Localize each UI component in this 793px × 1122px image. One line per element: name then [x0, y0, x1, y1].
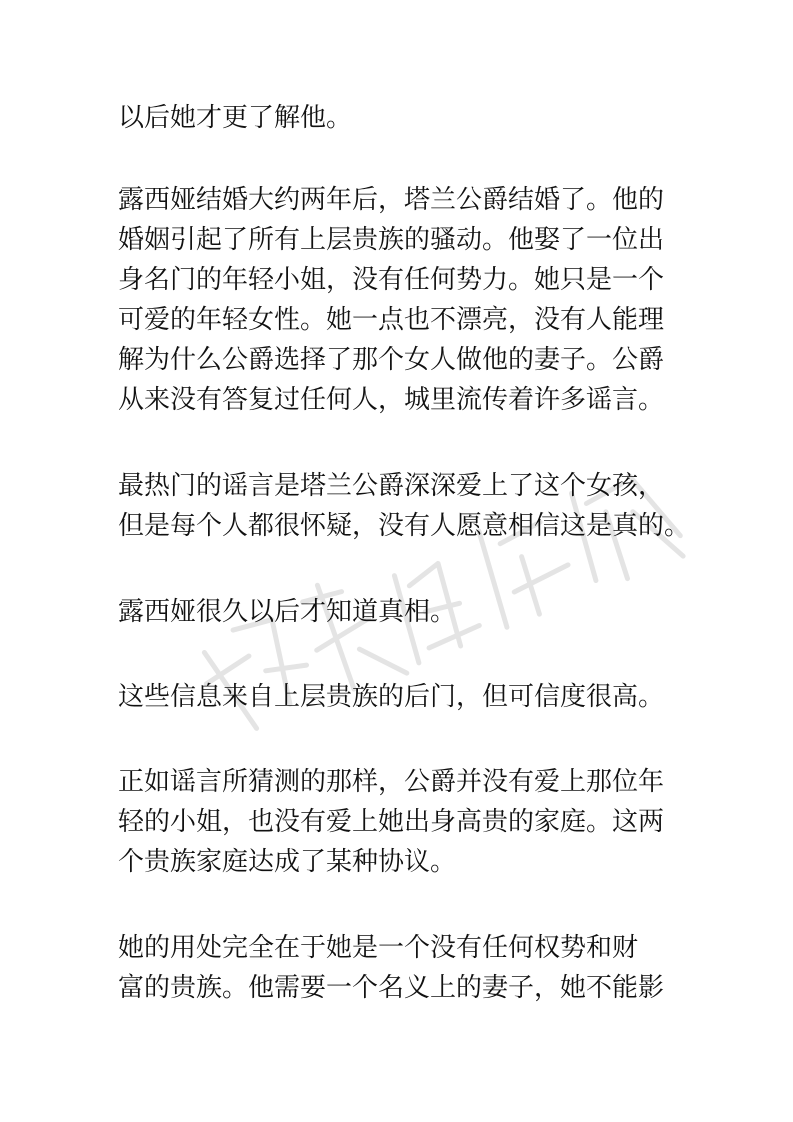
text-line: 轻的小姐，也没有爱上她出身高贵的家庭。这两 — [118, 807, 665, 837]
text-line: 身名门的年轻小姐，没有任何势力。她只是一个 — [118, 265, 665, 295]
text-line: 从来没有答复过任何人，城里流传着许多谣言。 — [118, 385, 665, 415]
text-line: 可爱的年轻女性。她一点也不漂亮，没有人能理 — [118, 305, 665, 335]
paragraph-2 — [118, 180, 718, 420]
text-line: 富的贵族。他需要一个名义上的妻子，她不能影 — [118, 973, 665, 1003]
paragraph-5 — [118, 677, 718, 717]
text-line: 最热门的谣言是塔兰公爵深深爱上了这个女孩， — [118, 471, 665, 501]
text-line: 正如谣言所猜测的那样，公爵并没有爱上那位年 — [118, 767, 665, 797]
text-line: 以后她才更了解他。 — [118, 103, 353, 133]
text-line: 婚姻引起了所有上层贵族的骚动。他娶了一位出 — [118, 225, 665, 255]
text-line: 个贵族家庭达成了某种协议。 — [118, 847, 457, 877]
paragraph-7 — [118, 928, 718, 1008]
text-line: 解为什么公爵选择了那个女人做他的妻子。公爵 — [118, 345, 665, 375]
paragraph-6 — [118, 762, 718, 882]
text-line: 她的用处完全在于她是一个没有任何权势和财 — [118, 933, 639, 963]
text-line: 露西娅很久以后才知道真相。 — [118, 597, 457, 627]
text-line: 露西娅结婚大约两年后，塔兰公爵结婚了。他的 — [118, 185, 665, 215]
text-line: 这些信息来自上层贵族的后门，但可信度很高。 — [118, 682, 665, 712]
paragraph-3 — [118, 466, 718, 546]
paragraph-1 — [118, 98, 718, 138]
text-line: 但是每个人都很怀疑，没有人愿意相信这是真的。 — [118, 511, 691, 541]
paragraph-4 — [118, 592, 718, 632]
